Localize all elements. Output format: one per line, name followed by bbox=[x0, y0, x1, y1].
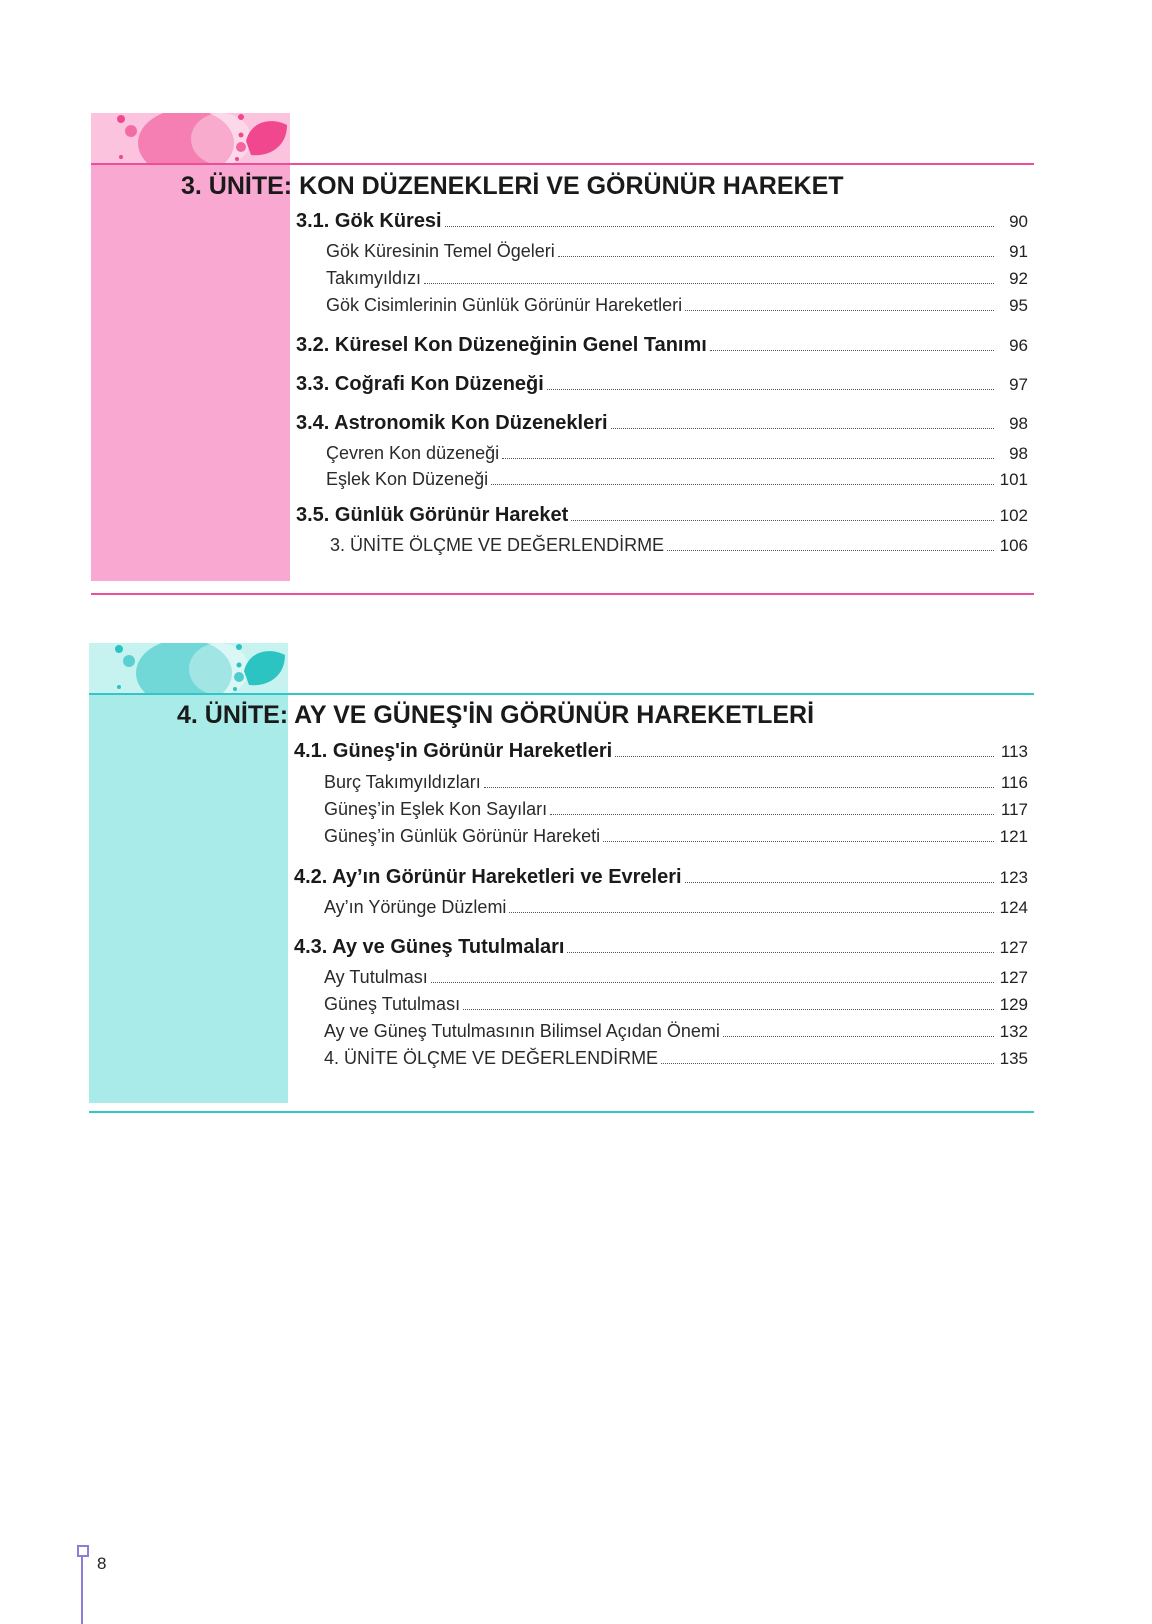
toc-dot-leader bbox=[463, 1009, 994, 1010]
toc-dot-leader bbox=[567, 952, 993, 953]
toc-entry-label: 3.2. Küresel Kon Düzeneğinin Genel Tanımı bbox=[296, 334, 707, 356]
toc-entry-label: 3.3. Coğrafi Kon Düzeneği bbox=[296, 373, 544, 395]
toc-entry-label: Güneş’in Eşlek Kon Sayıları bbox=[324, 799, 548, 819]
toc-section-entry[interactable] bbox=[296, 373, 1028, 396]
toc-subsection-entry[interactable] bbox=[326, 241, 1028, 262]
page-number: 8 bbox=[97, 1554, 107, 1573]
unit-top-rule bbox=[89, 693, 1034, 695]
toc-entry-label: 3. ÜNİTE ÖLÇME VE DEĞERLENDİRME bbox=[330, 535, 665, 555]
toc-entry-label: Ay’ın Yörünge Düzlemi bbox=[324, 897, 507, 917]
toc-page-number: 113 bbox=[1000, 742, 1028, 761]
unit-bottom-rule bbox=[91, 593, 1034, 595]
toc-subsection-entry[interactable] bbox=[326, 295, 1028, 316]
toc-page-number: 127 bbox=[999, 938, 1028, 957]
toc-entry-label: 4. ÜNİTE ÖLÇME VE DEĞERLENDİRME bbox=[324, 1048, 659, 1068]
toc-dot-leader bbox=[611, 428, 994, 429]
toc-page-number: 95 bbox=[1009, 296, 1028, 315]
decorative-bubbles-icon bbox=[91, 113, 290, 165]
toc-entry-label: Güneş Tutulması bbox=[324, 994, 461, 1014]
toc-page-number: 92 bbox=[1009, 269, 1028, 288]
toc-entry-label: 4.2. Ay’ın Görünür Hareketleri ve Evreleri bbox=[294, 866, 682, 888]
toc-section-entry[interactable] bbox=[294, 866, 1028, 889]
unit-title: 3. ÜNİTE: KON DÜZENEKLERİ VE GÖRÜNÜR HAREKET bbox=[181, 172, 844, 200]
toc-entry-label: 3.1. Gök Küresi bbox=[296, 210, 442, 232]
toc-entry-label: Çevren Kon düzeneği bbox=[326, 443, 500, 463]
toc-section-entry[interactable] bbox=[296, 210, 1028, 233]
toc-section-entry[interactable] bbox=[294, 936, 1028, 959]
toc-dot-leader bbox=[491, 484, 994, 485]
toc-page-number: 117 bbox=[1000, 800, 1028, 819]
toc-page-number: 124 bbox=[999, 898, 1028, 917]
toc-page-number: 135 bbox=[999, 1049, 1028, 1068]
toc-dot-leader bbox=[558, 256, 994, 257]
toc-subsection-entry[interactable] bbox=[326, 469, 1028, 490]
toc-dot-leader bbox=[603, 841, 993, 842]
toc-entry-label: 3.5. Günlük Görünür Hareket bbox=[296, 504, 569, 526]
toc-entry-label: Takımyıldızı bbox=[326, 268, 422, 288]
toc-dot-leader bbox=[484, 787, 994, 788]
toc-dot-leader bbox=[710, 350, 994, 351]
toc-section-entry[interactable] bbox=[296, 412, 1028, 435]
decorative-bubbles-icon bbox=[89, 643, 288, 695]
toc-page-number: 106 bbox=[999, 536, 1028, 555]
toc-entry-label: 3.4. Astronomik Kon Düzenekleri bbox=[296, 412, 608, 434]
toc-section-entry[interactable] bbox=[294, 740, 1028, 763]
toc-subsection-entry[interactable] bbox=[324, 772, 1028, 793]
toc-page-number: 129 bbox=[999, 995, 1028, 1014]
toc-subsection-entry[interactable] bbox=[324, 799, 1028, 820]
toc-page-number: 97 bbox=[1009, 375, 1028, 394]
toc-dot-leader bbox=[424, 283, 994, 284]
toc-page-number: 116 bbox=[1000, 773, 1028, 792]
toc-page-number: 98 bbox=[1009, 444, 1028, 463]
toc-dot-leader bbox=[615, 756, 994, 757]
toc-entry-label: Ay ve Güneş Tutulmasının Bilimsel Açıdan Önemi bbox=[324, 1021, 720, 1041]
toc-section-entry[interactable] bbox=[296, 504, 1028, 527]
toc-dot-leader bbox=[685, 882, 994, 883]
toc-subsection-entry[interactable] bbox=[324, 826, 1028, 847]
unit-bottom-rule bbox=[89, 1111, 1034, 1113]
toc-dot-leader bbox=[431, 982, 994, 983]
toc-subsection-entry[interactable] bbox=[326, 443, 1028, 464]
toc-page-number: 127 bbox=[999, 968, 1028, 987]
toc-dot-leader bbox=[661, 1063, 994, 1064]
toc-entry-label: Gök Cisimlerinin Günlük Görünür Hareketleri bbox=[326, 295, 683, 315]
toc-page-number: 121 bbox=[999, 827, 1028, 846]
toc-entry-label: Burç Takımyıldızları bbox=[324, 772, 481, 792]
toc-dot-leader bbox=[723, 1036, 994, 1037]
toc-entry-label: Eşlek Kon Düzeneği bbox=[326, 469, 489, 489]
footer-marker bbox=[77, 1545, 89, 1557]
toc-page-number: 90 bbox=[1009, 212, 1028, 231]
toc-page-number: 91 bbox=[1009, 242, 1028, 261]
toc-subsection-entry[interactable] bbox=[324, 1048, 1028, 1069]
toc-entry-label: 4.1. Güneş'in Görünür Hareketleri bbox=[294, 740, 613, 762]
unit-title: 4. ÜNİTE: AY VE GÜNEŞ'İN GÖRÜNÜR HAREKETLERİ bbox=[177, 701, 815, 729]
unit-top-rule bbox=[91, 163, 1034, 165]
toc-dot-leader bbox=[502, 458, 994, 459]
toc-dot-leader bbox=[445, 226, 994, 227]
toc-dot-leader bbox=[667, 550, 994, 551]
toc-subsection-entry[interactable] bbox=[330, 535, 1028, 556]
toc-dot-leader bbox=[550, 814, 994, 815]
toc-subsection-entry[interactable] bbox=[324, 1021, 1028, 1042]
toc-page-number: 96 bbox=[1009, 336, 1028, 355]
toc-dot-leader bbox=[547, 389, 994, 390]
toc-entry-label: Ay Tutulması bbox=[324, 967, 428, 987]
toc-page-number: 101 bbox=[999, 470, 1028, 489]
toc-page-number: 98 bbox=[1009, 414, 1028, 433]
toc-entry-label: 4.3. Ay ve Güneş Tutulmaları bbox=[294, 936, 565, 958]
toc-subsection-entry[interactable] bbox=[326, 268, 1028, 289]
footer-rule bbox=[81, 1553, 83, 1624]
toc-subsection-entry[interactable] bbox=[324, 897, 1028, 918]
toc-page-number: 102 bbox=[999, 506, 1028, 525]
toc-entry-label: Gök Küresinin Temel Ögeleri bbox=[326, 241, 555, 261]
toc-dot-leader bbox=[685, 310, 994, 311]
toc-entry-label: Güneş’in Günlük Görünür Hareketi bbox=[324, 826, 601, 846]
toc-dot-leader bbox=[571, 520, 993, 521]
toc-subsection-entry[interactable] bbox=[324, 967, 1028, 988]
toc-page-number: 132 bbox=[999, 1022, 1028, 1041]
toc-page-number: 123 bbox=[999, 868, 1028, 887]
toc-section-entry[interactable] bbox=[296, 334, 1028, 357]
toc-subsection-entry[interactable] bbox=[324, 994, 1028, 1015]
toc-dot-leader bbox=[509, 912, 993, 913]
